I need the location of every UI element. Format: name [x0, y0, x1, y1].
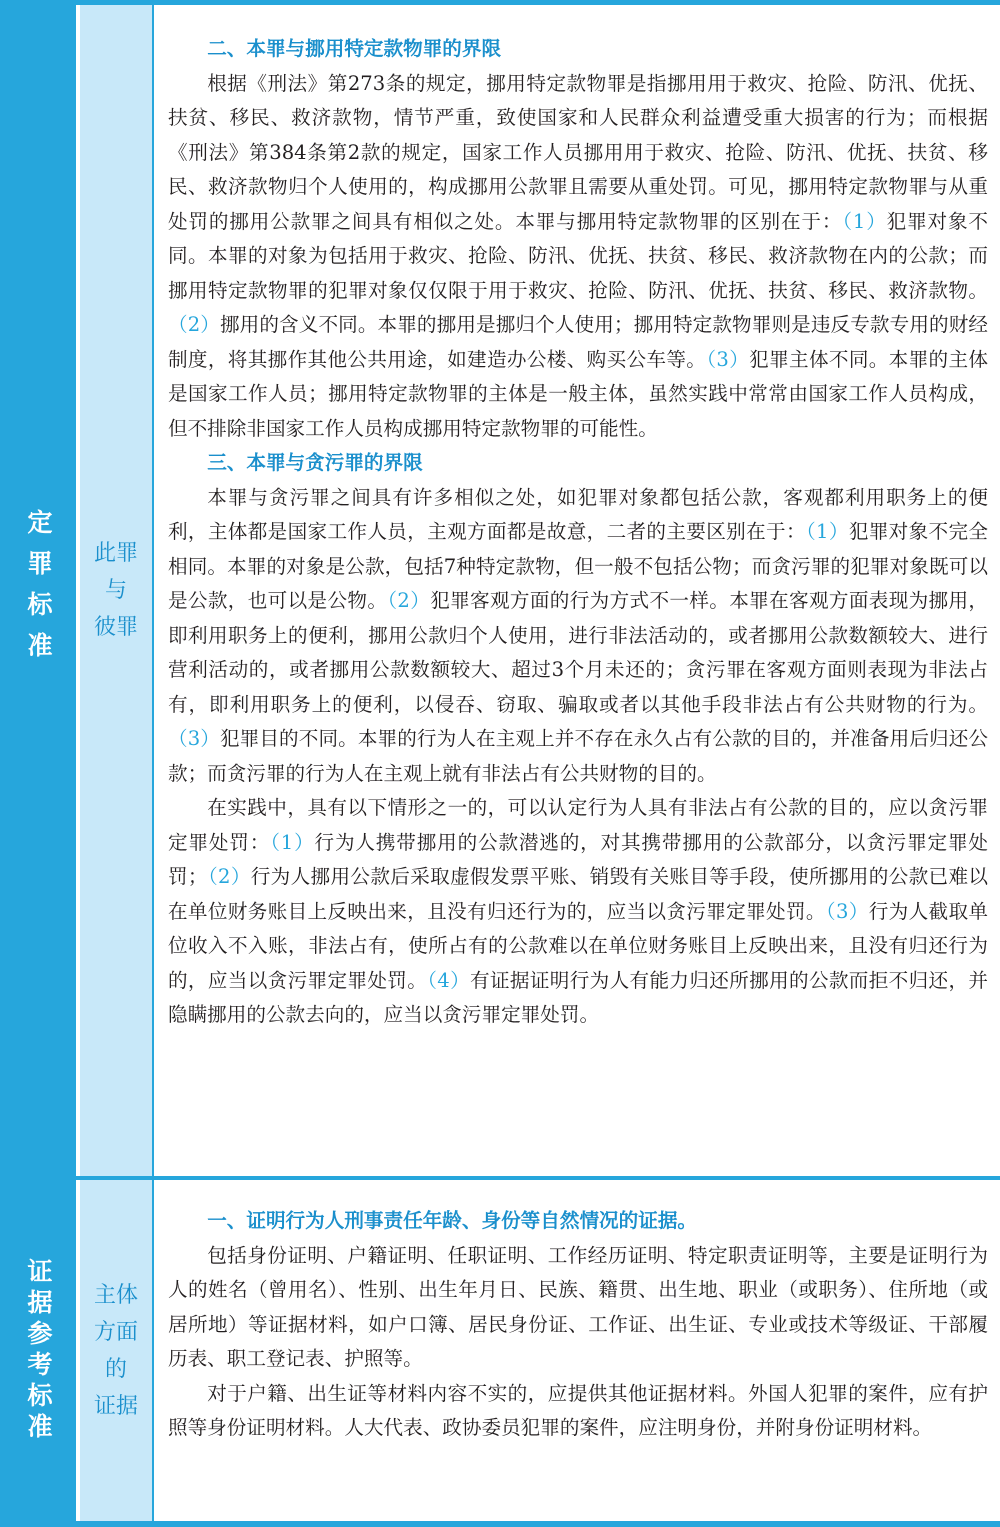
subcategory-cell [80, 5, 152, 1176]
text-run: 行为人挪用公款后采取虚假发票平账、销毁有关账目等手段，使所挪用的公款已难以在单位财务账目上反映出来，且没有归还行为的，应当以贪污罪定罪处罚。 [168, 865, 988, 923]
paragraph [168, 67, 988, 447]
subcategory-line: 主体 [93, 1282, 138, 1308]
list-number: （2） [168, 313, 220, 336]
list-number: （1） [805, 520, 849, 543]
subcategory-cell [80, 1180, 152, 1521]
category-label: 证据参考标准 [24, 1257, 53, 1444]
list-number: （3） [825, 899, 869, 923]
section-evidence-standard [0, 1180, 1000, 1521]
category-cell [0, 5, 76, 1176]
text-run: 犯罪客观方面的行为方式不一样。本罪在客观方面表现为挪用，即利用职务上的便利，挪用公款归个人使用，进行非法活动的，或者挪用公款数额较大、进行营利活动的，或者挪用公款数额较大、超过3个月未还的；贪污罪在客观方面则表现为非法占有，即利用职务上的便利，以侵吞、窃取、骗取或者以其他手段非法占有公共财物的行为。 [168, 589, 989, 716]
subcategory-line: 的 [104, 1356, 127, 1382]
list-number: （4） [427, 968, 471, 992]
list-number: （2） [387, 589, 431, 612]
subcategory-line: 此罪 [93, 541, 138, 566]
category-label: 定罪标准 [24, 508, 53, 673]
paragraph [168, 1377, 988, 1446]
section-conviction-standard [0, 5, 1000, 1176]
text-run: 根据《刑法》第273条的规定，挪用特定款物罪是指挪用用于救灾、抢险、防汛、优抚、扶贫、移民、救济款物，情节严重，致使国家和人民群众利益遭受重大损害的行为；而根据《刑法》第384条第2款的规定，国家工作人员挪用用于救灾、抢险、防汛、优抚、扶贫、移民、救济款物归个人使用的，构成挪用公款罪且需要从重处罚。可见，挪用特定款物罪与从重处罚的挪用公款罪之间具有相似之处。本罪与挪用特定款物罪的区别在于： [168, 71, 988, 233]
subcategory-line: 证据 [93, 1393, 138, 1419]
text-run: 犯罪目的不同。本罪的行为人在主观上并不存在永久占有公款的目的，并准备用后归还公款；而贪污罪的行为人在主观上就有非法占有公共财物的目的。 [168, 727, 989, 785]
list-number: （1） [842, 209, 887, 233]
section-heading: 三、本罪与贪污罪的界限 [207, 451, 423, 474]
text-run: 行为人截取单位收入不入账，非法占有，使所占有的公款难以在单位财务账目上反映出来，且没有归还行为的，应当以贪污罪定罪处罚。 [168, 899, 989, 992]
text-run: 对于户籍、出生证等材料内容不实的，应提供其他证据材料。外国人犯罪的案件，应有护照等身份证明材料。人大代表、政协委员犯罪的案件，应注明身份，并附身份证明材料。 [168, 1381, 988, 1439]
list-number: （3） [706, 347, 750, 371]
section-content [168, 32, 988, 1033]
paragraph [168, 481, 988, 792]
subcategory-line: 与 [104, 578, 127, 603]
list-number: （2） [207, 865, 251, 888]
text-run: 犯罪对象不同。本罪的对象为包括用于救灾、抢险、防汛、优抚、扶贫、移民、救济款物在内的公款；而挪用特定款物罪的犯罪对象仅仅限于用于救灾、抢险、防汛、优抚、扶贫、移民、救济款物。 [168, 209, 988, 302]
category-cell [0, 1180, 76, 1521]
list-number: （1） [270, 830, 315, 854]
list-number: （3） [168, 727, 220, 750]
text-run: 包括身份证明、户籍证明、任职证明、工作经历证明、特定职责证明等，主要是证明行为人的姓名（曾用名）、性别、出生年月日、民族、籍贯、出生地、职业（或职务）、住所地（或居所地）等证据材料，如户口簿、居民身份证、工作证、出生证、专业或技术等级证、干部履历表、职工登记表、护照等。 [168, 1243, 988, 1370]
text-run: 挪用的含义不同。本罪的挪用是挪归个人使用；挪用特定款物罪则是违反专款专用的财经制度，将其挪作其他公共用途，如建造办公楼、购买公车等。 [168, 313, 989, 371]
bottom-rule [0, 1521, 1000, 1527]
section-content [168, 1204, 988, 1446]
paragraph [168, 1239, 988, 1377]
paragraph [168, 791, 988, 1033]
text-run: 在实践中，具有以下情形之一的，可以认定行为人具有非法占有公款的目的，应以贪污罪定罪处罚： [168, 796, 988, 854]
text-run: 犯罪主体不同。本罪的主体是国家工作人员；挪用特定款物罪的主体是一般主体，虽然实践中常常由国家工作人员构成，但不排除非国家工作人员构成挪用特定款物罪的可能性。 [168, 347, 989, 440]
subcategory-line: 方面 [93, 1319, 138, 1345]
text-run: 有证据证明行为人有能力归还所挪用的公款而拒不归还，并隐瞒挪用的公款去向的，应当以贪污罪定罪处罚。 [168, 968, 989, 1026]
section-heading: 二、本罪与挪用特定款物罪的界限 [207, 37, 502, 60]
text-run: 本罪与贪污罪之间具有许多相似之处，如犯罪对象都包括公款，客观都利用职务上的便利，主体都是国家工作人员，主观方面都是故意，二者的主要区别在于： [168, 485, 988, 543]
subcategory-line: 彼罪 [93, 615, 138, 640]
text-run: 犯罪对象不完全相同。本罪的对象是公款，包括7种特定款物，但一般不包括公物；而贪污罪的犯罪对象既可以是公款，也可以是公物。 [168, 520, 989, 612]
text-run: 行为人携带挪用的公款潜逃的，对其携带挪用的公款部分，以贪污罪定罪处罚； [168, 830, 989, 888]
section-heading: 一、证明行为人刑事责任年龄、身份等自然情况的证据。 [207, 1209, 698, 1232]
